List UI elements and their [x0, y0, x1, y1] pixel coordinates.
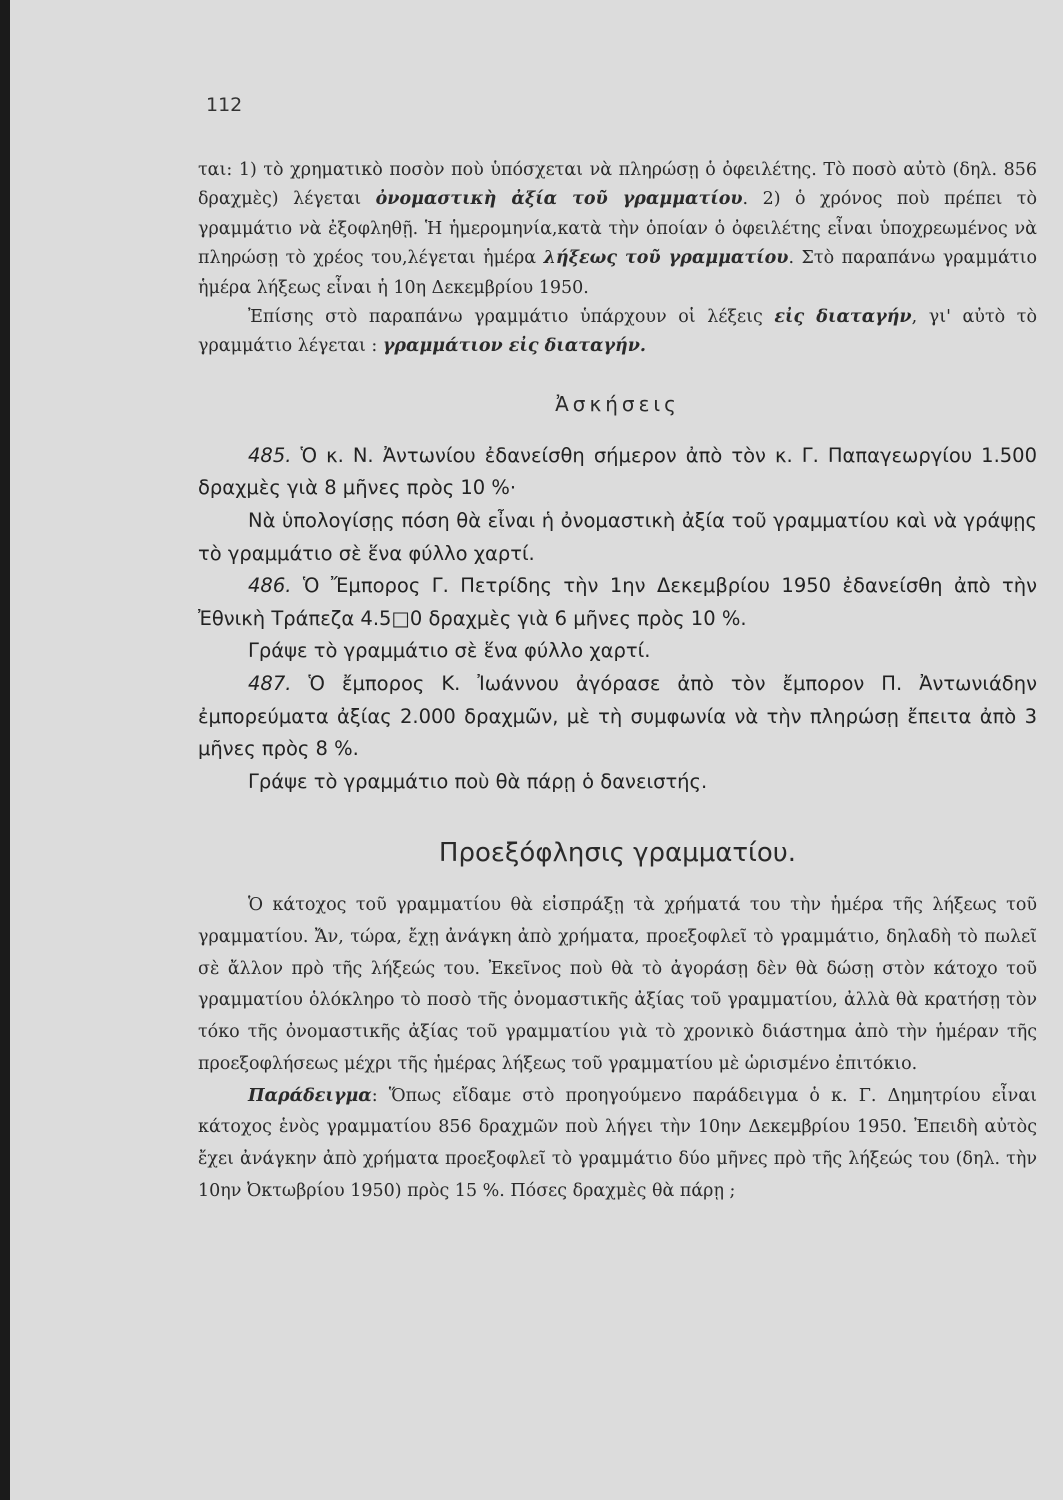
intro-text-run: . Στὸ παραπάνω γραμμάτιο ἡμέρα λήξεως εἶναι ἡ 10η Δεκεμβρίου 1950.	[198, 248, 1038, 298]
exercise-item	[198, 668, 1037, 766]
exercise-number: 486.	[248, 574, 292, 598]
exercises-heading: Ἀσκήσεις	[555, 391, 680, 416]
exercise-item	[198, 570, 1037, 635]
exercise-instruction: Γράψε τὸ γραμμάτιο ποὺ θὰ πάρῃ ὁ δανειστής.	[248, 769, 708, 793]
emphasis-maturity: λήξεως τοῦ γραμματίου	[543, 248, 789, 269]
exercise-text: Ὁ Ἔμπορος Γ. Πετρίδης τὴν 1ην Δεκεμβρίου 1950 ἐδανείσθη ἀπὸ τὴν Ἐθνικὴ Τράπεζα 4.5□0 δραχμὲς γιὰ 6 μῆνες πρὸς 10 %.	[198, 574, 1037, 630]
example-paragraph	[198, 1081, 1037, 1208]
intro-paragraph-2	[198, 303, 1037, 362]
intro-text-run: , γι' αὐτὸ τὸ γραμμάτιο λέγεται :	[198, 307, 1037, 357]
intro-text-run: Ἐπίσης στὸ παραπάνω γραμμάτιο ὑπάρχουν οἱ λέξεις	[248, 307, 775, 328]
exercise-number: 487.	[248, 672, 292, 695]
exercises-list	[198, 440, 1037, 799]
page-number: 112	[206, 94, 243, 116]
example-label: Παράδειγμα	[248, 1085, 372, 1106]
exercise-text: Ὁ ἔμπορος Κ. Ἰωάννου ἀγόρασε ἀπὸ τὸν ἔμπορον Π. Ἀντωνιάδην ἐμπορεύματα ἀξίας 2.000 δραχμῶν, μὲ τὴ συμφωνία νὰ τὴν πληρώσῃ ἔπειτα ἀπὸ 3 μῆνες πρὸς 8 %.	[198, 672, 1037, 761]
section-paragraph: Ὁ κάτοχος τοῦ γραμματίου θὰ εἰσπράξῃ τὰ χρήματά του τὴν ἡμέρα τῆς λήξεως τοῦ γραμματίου. Ἄν, τώρα, ἔχῃ ἀνάγκη ἀπὸ χρήματα, προεξοφλεῖ τὸ γραμμάτιο, δηλαδὴ τὸ πωλεῖ σὲ ἄλλον πρὸ τῆς λήξεώς του. Ἐκεῖνος ποὺ θὰ τὸ ἀγοράσῃ δὲν θὰ δώσῃ στὸν κάτοχο τοῦ γραμματίου ὁλόκληρο τὸ ποσὸ τῆς ὀνομαστικῆς ἀξίας τοῦ γραμματίου, ἀλλὰ θὰ κρατήσῃ τὸν τόκο τῆς ὀνομαστικῆς ἀξίας τοῦ γραμματίου γιὰ τὸ χρονικὸ διάστημα ἀπὸ τὴν ἡμέραν τῆς προεξοφλήσεως μέχρι τῆς ἡμέρας λήξεως τοῦ γραμματίου μὲ ὡρισμένο ἐπιτόκιο.	[198, 895, 1037, 1074]
emphasis-to-order: εἰς διαταγήν	[774, 307, 912, 328]
exercise-text: Ὁ κ. Ν. Ἀντωνίου ἐδανείσθη σήμερον ἀπὸ τὸν κ. Γ. Παπαγεωργίου 1.500 δραχμὲς γιὰ 8 μῆνες πρὸς 10 %·	[198, 443, 1037, 500]
exercise-item	[198, 440, 1037, 505]
intro-text-run: ται: 1) τὸ χρηματικὸ ποσὸν ποὺ ὑπόσχεται νὰ πληρώσῃ ὁ ὀφειλέτης. Τὸ ποσὸ αὐτὸ (δηλ. 856 δραχμὲς) λέγεται	[198, 160, 1037, 210]
emphasis-nominal-value: ὀνομαστικὴ ἀξία τοῦ γραμματίου	[375, 189, 743, 210]
example-text: : Ὅπως εἴδαμε στὸ προηγούμενο παράδειγμα ὁ κ. Γ. Δημητρίου εἶναι κάτοχος ἑνὸς γραμματίου 856 δραχμῶν ποὺ λήγει τὴν 10ην Δεκεμβρίου 1950. Ἐπειδὴ αὐτὸς ἔχει ἀνάγκην ἀπὸ χρήματα προεξοφλεῖ τὸ γραμμάτιο δύο μῆνες πρὸ τῆς λήξεώς του (δηλ. τὴν 10ην Ὀκτωβρίου 1950) πρὸς 15 %. Πόσες δραχμὲς θὰ πάρῃ ;	[198, 1085, 1037, 1201]
intro-text	[198, 156, 1037, 362]
document-page	[10, 0, 1063, 1500]
exercise-instruction: Γράψε τὸ γραμμάτιο σὲ ἕνα φύλλο χαρτί.	[248, 639, 651, 663]
emphasis-note-to-order: γραμμάτιον εἰς διαταγήν.	[382, 336, 646, 357]
exercise-number: 485.	[248, 443, 292, 467]
section-text	[198, 890, 1037, 1207]
intro-paragraph-1	[198, 156, 1037, 303]
section-heading: Προεξόφλησις γραμματίου.	[438, 838, 797, 869]
exercise-instruction: Νὰ ὑπολογίσῃς πόση θὰ εἶναι ἡ ὀνομαστικὴ ἀξία τοῦ γραμματίου καὶ νὰ γράψῃς τὸ γραμμάτιο σὲ ἕνα φύλλο χαρτί.	[198, 509, 1037, 565]
intro-text-run: . 2) ὁ χρόνος ποὺ πρέπει τὸ γραμμάτιο νὰ ἐξοφληθῇ. Ἡ ἡμερομηνία,κατὰ τὴν ὁποίαν ὁ ὀφειλέτης εἶναι ὑποχρεωμένος νὰ πληρώσῃ τὸ χρέος του,λέγεται ἡμέρα	[198, 189, 1037, 269]
